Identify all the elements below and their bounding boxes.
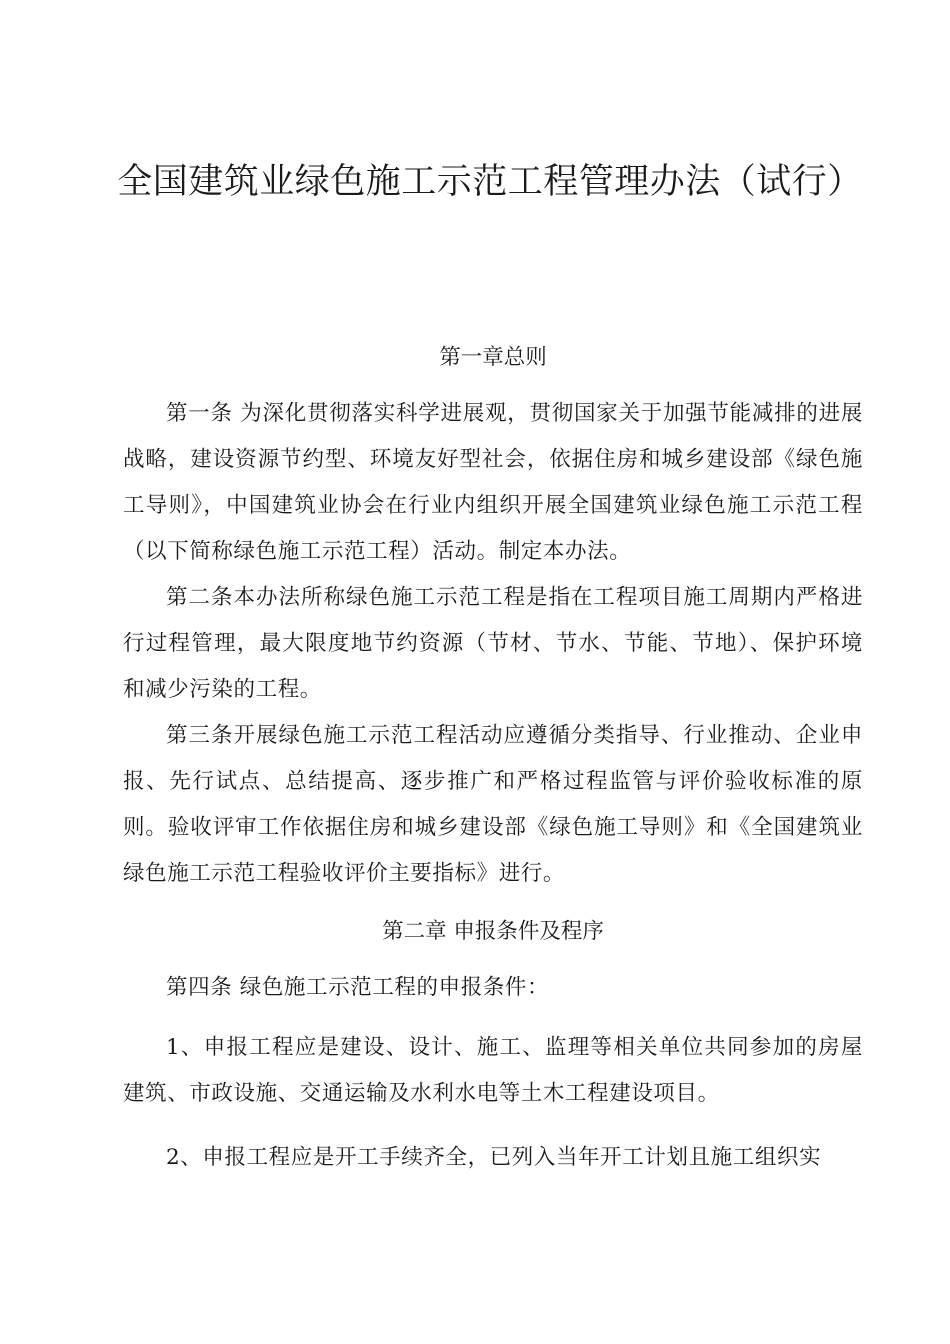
article-1: 第一条 为深化贯彻落实科学进展观，贯彻国家关于加强节能减排的进展战略，建设资源节约型、环境友好型社会，依据住房和城乡建设部《绿色施工导则》，中国建筑业协会在行业内组织开展全国建筑业绿色施工示范工程（以下简称绿色施工示范工程）活动。制定本办法。 xyxy=(123,401,863,564)
condition-item-2: 2、申报工程应是开工手续齐全，已列入当年开工计划且施工组织实 xyxy=(166,1145,822,1170)
chapter-2-heading: 第二章 申报条件及程序 xyxy=(382,919,604,944)
chapter-1-heading: 第一章总则 xyxy=(439,345,547,370)
document-title: 全国建筑业绿色施工示范工程管理办法（试行） xyxy=(117,162,863,202)
condition-item-1: 1、申报工程应是建设、设计、施工、监理等相关单位共同参加的房屋建筑、市政设施、交通运输及水利水电等土木工程建设项目。 xyxy=(123,1035,863,1106)
article-4: 第四条 绿色施工示范工程的申报条件： xyxy=(166,975,550,1000)
document-body xyxy=(123,335,863,1181)
article-3: 第三条开展绿色施工示范工程活动应遵循分类指导、行业推动、企业申报、先行试点、总结提高、逐步推广和严格过程监管与评价验收标准的原则。验收评审工作依据住房和城乡建设部《绿色施工导则》和《全国建筑业绿色施工示范工程验收评价主要指标》进行。 xyxy=(123,723,863,886)
article-2: 第二条本办法所称绿色施工示范工程是指在工程项目施工周期内严格进行过程管理，最大限度地节约资源（节材、节水、节能、节地）、保护环境和减少污染的工程。 xyxy=(123,585,863,702)
